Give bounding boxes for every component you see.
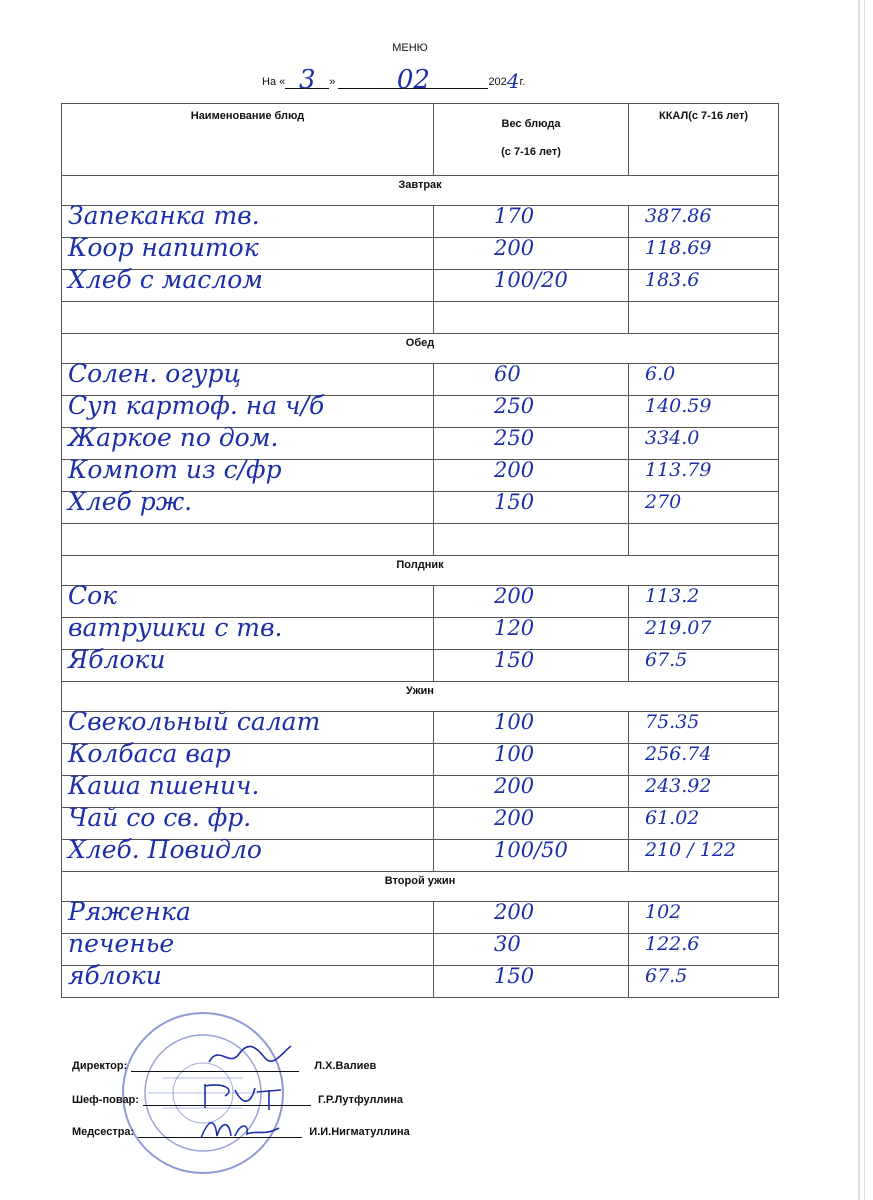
dish-kcal: 75.35	[645, 710, 700, 733]
dish-cell	[62, 835, 434, 872]
dish-kcal: 256.74	[645, 742, 712, 765]
kcal-cell	[629, 712, 779, 744]
dish-kcal: 140.59	[645, 394, 712, 417]
dish-name: печенье	[68, 929, 175, 958]
dish-cell	[62, 487, 434, 524]
kcal-cell	[629, 776, 779, 808]
dish-name: Хлеб рж.	[68, 487, 193, 516]
dish-name: яблоки	[68, 961, 162, 990]
table-row	[62, 934, 779, 966]
dish-weight: 200	[494, 235, 535, 260]
dish-kcal: 67.5	[645, 964, 688, 987]
dish-name: ватрушки с тв.	[68, 613, 283, 642]
dish-weight: 200	[494, 899, 535, 924]
blank-row	[62, 302, 779, 334]
dish-kcal: 122.6	[645, 932, 700, 955]
signature-director: Директор: Л.Х.Валиев	[72, 1060, 377, 1072]
weight-cell	[434, 931, 629, 966]
blank-cell	[434, 302, 629, 334]
dish-weight: 250	[494, 393, 535, 418]
dish-weight: 200	[494, 583, 535, 608]
kcal-cell	[629, 902, 779, 934]
kcal-cell	[629, 364, 779, 396]
weight-cell	[434, 963, 629, 998]
kcal-cell	[629, 840, 779, 872]
section-title: Обед	[62, 334, 779, 364]
section-title: Полдник	[62, 556, 779, 586]
menu-table	[61, 103, 779, 998]
weight-cell	[434, 805, 629, 840]
kcal-cell	[629, 586, 779, 618]
chef-signature-mark	[195, 1078, 285, 1114]
header-dish-name: Наименование блюд	[62, 104, 434, 176]
section-row	[62, 556, 779, 586]
kcal-cell	[629, 206, 779, 238]
dish-name: Ряженка	[68, 897, 191, 926]
weight-cell	[434, 837, 629, 872]
signature-nurse: Медсестра: И.И.Нигматуллина	[72, 1126, 410, 1138]
section-title: Ужин	[62, 682, 779, 712]
table-row	[62, 270, 779, 302]
dish-name: Хлеб с маслом	[68, 265, 263, 294]
table-row	[62, 650, 779, 682]
dish-kcal: 118.69	[645, 236, 712, 259]
date-day: 3	[298, 65, 316, 95]
dish-kcal: 6.0	[645, 362, 676, 385]
blank-row	[62, 524, 779, 556]
menu-date	[262, 65, 526, 95]
dish-name: Колбаса вар	[68, 739, 231, 768]
kcal-cell	[629, 492, 779, 524]
kcal-cell	[629, 238, 779, 270]
date-suffix: г.	[519, 76, 526, 88]
date-month: 02	[396, 65, 430, 95]
dish-weight: 200	[494, 457, 535, 482]
dish-weight: 100	[494, 709, 535, 734]
blank-cell	[62, 524, 434, 556]
dish-weight: 150	[494, 963, 535, 988]
weight-cell	[434, 709, 629, 744]
director-signature-mark	[205, 1040, 295, 1070]
weight-cell	[434, 457, 629, 492]
dish-kcal: 113.79	[645, 458, 712, 481]
menu-heading: МЕНЮ	[392, 42, 428, 54]
dish-kcal: 113.2	[645, 584, 700, 607]
kcal-cell	[629, 650, 779, 682]
dish-weight: 150	[494, 489, 535, 514]
weight-cell	[434, 489, 629, 524]
signature-chef: Шеф-повар: Г.Р.Лутфуллина	[72, 1094, 403, 1106]
dish-weight: 170	[494, 203, 535, 228]
table-row	[62, 840, 779, 872]
nurse-signature-mark	[195, 1112, 285, 1148]
kcal-cell	[629, 396, 779, 428]
weight-cell	[434, 425, 629, 460]
blank-cell	[434, 524, 629, 556]
weight-cell	[434, 235, 629, 270]
dish-kcal: 334.0	[645, 426, 700, 449]
kcal-cell	[629, 460, 779, 492]
dish-name: Яблоки	[68, 645, 166, 674]
date-year-digit: 4	[506, 69, 520, 93]
dish-kcal: 183.6	[645, 268, 700, 291]
dish-kcal: 387.86	[645, 204, 712, 227]
kcal-cell	[629, 744, 779, 776]
weight-cell	[434, 773, 629, 808]
dish-weight: 150	[494, 647, 535, 672]
section-title: Завтрак	[62, 176, 779, 206]
weight-cell	[434, 267, 629, 302]
dish-weight: 60	[494, 361, 521, 386]
scan-artifact-line	[864, 0, 865, 1200]
date-year-prefix: 202	[488, 76, 507, 88]
kcal-cell	[629, 808, 779, 840]
dish-kcal: 270	[645, 490, 682, 513]
table-row	[62, 618, 779, 650]
blank-cell	[629, 302, 779, 334]
table-row	[62, 966, 779, 998]
scan-artifact-line	[858, 0, 860, 1200]
dish-kcal: 67.5	[645, 648, 688, 671]
dish-weight: 250	[494, 425, 535, 450]
dish-kcal: 102	[645, 900, 682, 923]
header-kcal: ККАЛ(с 7-16 лет)	[629, 104, 779, 176]
kcal-cell	[629, 934, 779, 966]
weight-cell	[434, 615, 629, 650]
dish-weight: 120	[494, 615, 535, 640]
dish-kcal: 243.92	[645, 774, 712, 797]
dish-weight: 200	[494, 805, 535, 830]
dish-kcal: 210 / 122	[645, 838, 737, 861]
page-title	[0, 42, 820, 54]
kcal-cell	[629, 618, 779, 650]
dish-name: Сок	[68, 581, 118, 610]
dish-weight: 100/50	[494, 837, 568, 862]
weight-cell	[434, 203, 629, 238]
dish-kcal: 219.07	[645, 616, 712, 639]
dish-name: Чай со св. фр.	[68, 803, 252, 832]
dish-weight: 100/20	[494, 267, 568, 292]
dish-name: Суп картоф. на ч/б	[68, 391, 325, 420]
dish-weight: 30	[494, 931, 521, 956]
table-row	[62, 492, 779, 524]
date-prefix: На «	[262, 76, 286, 88]
kcal-cell	[629, 270, 779, 302]
section-title: Второй ужин	[62, 872, 779, 902]
date-mid: »	[329, 76, 336, 88]
dish-cell	[62, 961, 434, 998]
dish-name: Жаркое по дом.	[68, 423, 279, 452]
dish-weight: 100	[494, 741, 535, 766]
dish-name: Компот из с/фр	[68, 455, 282, 484]
blank-cell	[62, 302, 434, 334]
dish-name: Хлеб. Повидло	[68, 835, 262, 864]
dish-cell	[62, 265, 434, 302]
dish-name: Запеканка тв.	[68, 201, 260, 230]
weight-cell	[434, 647, 629, 682]
weight-cell	[434, 393, 629, 428]
table-header-row	[62, 104, 779, 176]
dish-weight: 200	[494, 773, 535, 798]
dish-name: Солен. огурц	[68, 359, 241, 388]
dish-cell	[62, 645, 434, 682]
kcal-cell	[629, 428, 779, 460]
weight-cell	[434, 583, 629, 618]
blank-cell	[629, 524, 779, 556]
header-weight: Вес блюда (с 7-16 лет)	[434, 104, 629, 176]
dish-kcal: 61.02	[645, 806, 700, 829]
dish-name: Свекольный салат	[68, 707, 321, 736]
weight-cell	[434, 361, 629, 396]
dish-name: Каша пшенич.	[68, 771, 260, 800]
kcal-cell	[629, 966, 779, 998]
weight-cell	[434, 899, 629, 934]
weight-cell	[434, 741, 629, 776]
dish-name: Коор напиток	[68, 233, 259, 262]
